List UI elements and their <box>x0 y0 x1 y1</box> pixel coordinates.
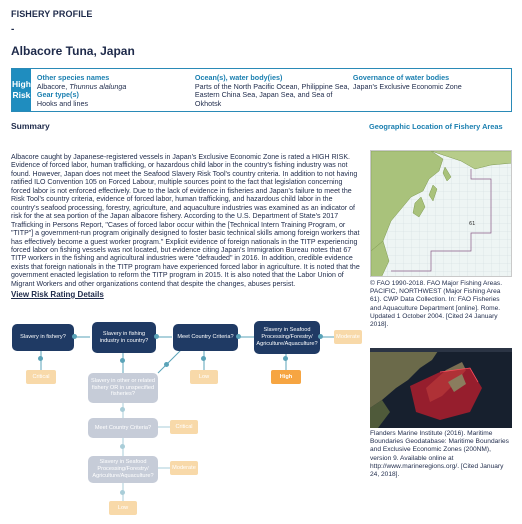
summary-heading: Summary <box>11 121 50 131</box>
fao-map-graphic <box>371 151 512 277</box>
species-value: Albacore, Thunnus alalunga <box>36 81 127 91</box>
flow-connector-dot <box>283 356 288 361</box>
eez-map-caption: Flanders Marine Institute (2016). Maritime Boundaries Geodatabase: Maritime Boundaries and Exclusive Economic Zones (200NM), version 9. Available online at http://www.marineregions.org/. [Cited January 24, 2018]. <box>370 430 509 479</box>
flow-node-meet-country-criteria[interactable]: Meet Country Criteria? <box>173 324 238 351</box>
title-dash: - <box>11 24 15 35</box>
ocean-value: Parts of the North Pacific Ocean, Philippine Sea, Eastern China Sea, Japan Sea, and Sea of Okhotsk <box>194 81 350 108</box>
flow-connector-dot <box>120 358 125 363</box>
eez-satellite-map <box>370 348 512 428</box>
risk-flowchart <box>8 318 364 520</box>
summary-text: Albacore caught by Japanese-registered vessels in Japan's Exclusive Economic Zone is rated a HIGH RISK. Evidence of forced labor, human trafficking, or hazardous child labor in the country's fishing industry was not found. However, Japan does not meet the Seafood Slavery Risk Tool's country criteria. In addition to not having ratified ILO Convention 105 on Forced Labour, multiple sources point to the fact that legislation concerning forced labor is not enforced effectively. Due to the lack of evidence in fisheries and Japan's failure to meet the Risk Tool's country criteria, evidence of forced labor, human trafficking, and hazardous child labor in the country's seafood processing, forestry, agriculture, and aquaculture industries was examined as an indicator of risk for the at sea portion of the Japan albacore fishery. According to the U.S. Department of State's 2017 Trafficking in Persons Report, "Cases of forced labor occur within the [Technical Intern Training Program, or "TITP"] a government-run program originally designed to foster basic technical skills among foreign workers that has effectively become a guest worker program." Explicit evidence of foreign nationals in the TITP experiencing forced labor on fishing vessels was not located, but evidence citing Japan's Immigration Bureau notes that 67 TITP workers in the fishing and agricultural industries were "defrauded" in 2016. In addition, credible evidence exists that foreign nationals in the TITP program have experienced forced labor in agriculture. It is noted that the government enacted legislation to reform the TITP program in 2015. It is also noted that the Labor Union of Migrant Workers and other organizations contend that despite the changes, abuses persist. <box>11 154 360 288</box>
flow-connector-dot <box>236 334 241 339</box>
fishery-info-bar <box>11 68 512 112</box>
risk-badge <box>12 69 31 111</box>
flow-outcome-low-1: Low <box>190 370 218 384</box>
ocean-heading: Ocean(s), water body(ies) <box>194 73 283 82</box>
risk-badge-line1: High <box>12 79 31 89</box>
flow-node-slavery-industry-country[interactable]: Slavery in fishing industry in country? <box>92 322 156 353</box>
flow-connector-dot <box>120 407 125 412</box>
flow-outcome-low-2: Low <box>109 501 137 515</box>
flow-connector-dot <box>164 362 169 367</box>
gear-value: Hooks and lines <box>36 98 89 108</box>
flow-connector-dot <box>201 356 206 361</box>
flow-node-other-fishery[interactable]: Slavery in other or related fishery OR in unspecified fisheries? <box>88 373 158 403</box>
flow-connector-dot <box>318 334 323 339</box>
fao-fishing-area-map <box>370 150 512 277</box>
flow-node-meet-country-criteria-2[interactable]: Meet Country Criteria? <box>88 418 158 438</box>
gear-heading: Gear type(s) <box>36 90 79 100</box>
flow-node-slavery-processing-2[interactable]: Slavery in Seafood Processing/Forestry/ Agriculture/Aquaculture? <box>88 456 158 483</box>
page-title: Albacore Tuna, Japan <box>11 44 135 58</box>
geo-heading: Geographic Location of Fishery Areas <box>369 122 503 131</box>
flow-outcome-critical-2: Critical <box>170 420 198 434</box>
eez-map-graphic <box>370 348 512 428</box>
flow-node-slavery-in-fishery[interactable]: Slavery in fishery? <box>12 324 74 351</box>
flow-outcome-critical-1: Critical <box>26 370 56 384</box>
flow-connector-dot <box>120 490 125 495</box>
flow-connector-dot <box>38 356 43 361</box>
risk-badge-line2: Risk <box>12 90 31 100</box>
flow-connector-dot <box>72 334 77 339</box>
governance-heading: Governance of water bodies <box>352 73 450 82</box>
species-heading: Other species names <box>36 73 110 82</box>
ocean-column <box>195 74 353 108</box>
flow-connector-dot <box>120 444 125 449</box>
section-label: FISHERY PROFILE <box>11 9 93 19</box>
flow-node-slavery-processing[interactable]: Slavery in Seafood Processing/Forestry/ Agriculture/Aquaculture? <box>254 321 320 354</box>
governance-value: Japan's Exclusive Economic Zone <box>352 81 462 91</box>
species-column <box>37 74 195 108</box>
governance-column <box>353 74 513 108</box>
fao-map-caption: © FAO 1990-2018. FAO Major Fishing Areas. PACIFIC, NORTHWEST (Major Fishing Area 61). CWP Data Collection. In: FAO Fisheries and Aquaculture Department [online]. Rome. Updated 1 October 2004. [Cited 24 January 2018]. <box>370 280 503 329</box>
flow-outcome-moderate-2: Moderate <box>170 461 198 475</box>
flow-outcome-moderate-right: Moderate <box>334 330 362 344</box>
flow-outcome-high: High <box>271 370 301 384</box>
view-risk-rating-link[interactable]: View Risk Rating Details <box>11 290 104 299</box>
flow-connector-dot <box>154 334 159 339</box>
fao-area-number: 61 <box>469 221 476 227</box>
